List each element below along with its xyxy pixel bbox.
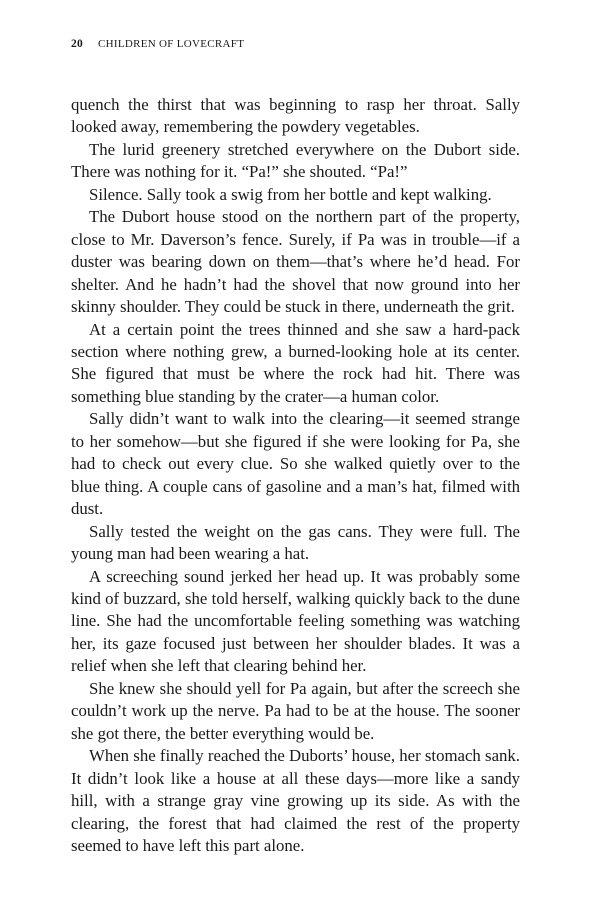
paragraph: She knew she should yell for Pa again, but after the screech she couldn’t work up the nerve. Pa had to be at the house. The sooner she got there, the better everything would be. [71,678,520,743]
paragraph: When she finally reached the Duborts’ house, her stomach sank. It didn’t look like a house at all these days—more like a sandy hill, with a strange gray vine growing up its side. As with the clearing, the forest that had claimed the rest of the property seemed to have left this part alone. [71,746,520,855]
body-text [71,94,520,857]
paragraph: The Dubort house stood on the northern part of the property, close to Mr. Daverson’s fence. Surely, if Pa was in trouble—if a duster was bearing down on them—that’s where he’d head. For shelter. And he hadn’t had the shovel that now ground into her skinny shoulder. They could be stuck in there, underneath the grit. [71,207,520,317]
page-number: 20 [71,38,83,50]
paragraph: quench the thirst that was beginning to rasp her throat. Sally looked away, remembering the powdery vegetables. [71,95,520,137]
paragraph: A screeching sound jerked her head up. It was probably some kind of buzzard, she told herself, walking quickly back to the dune line. She had the uncomfortable feeling something was watching her, its gaze focused just between her shoulder blades. It was a relief when she left that clearing behind her. [71,566,520,676]
paragraph: At a certain point the trees thinned and she saw a hard-pack section where nothing grew, a burned-looking hole at its center. She figured that must be where the rock had hit. There was something blue standing by the crater—a human color. [71,319,520,406]
paragraph: Sally tested the weight on the gas cans. They were full. The young man had been wearing a hat. [71,521,520,564]
paragraph: The lurid greenery stretched everywhere on the Dubort side. There was nothing for it. “Pa!” she shouted. “Pa!” [71,139,520,182]
book-page [71,36,520,855]
book-title: CHILDREN OF LOVECRAFT [97,38,245,50]
running-head [71,36,520,52]
paragraph: Sally didn’t want to walk into the clearing—it seemed strange to her somehow—but she figured if she were looking for Pa, she had to check out every clue. So she walked quietly over to the blue thing. A couple cans of gasoline and a man’s hat, filmed with dust. [71,409,520,519]
paragraph: Silence. Sally took a swig from her bottle and kept walking. [89,184,492,204]
